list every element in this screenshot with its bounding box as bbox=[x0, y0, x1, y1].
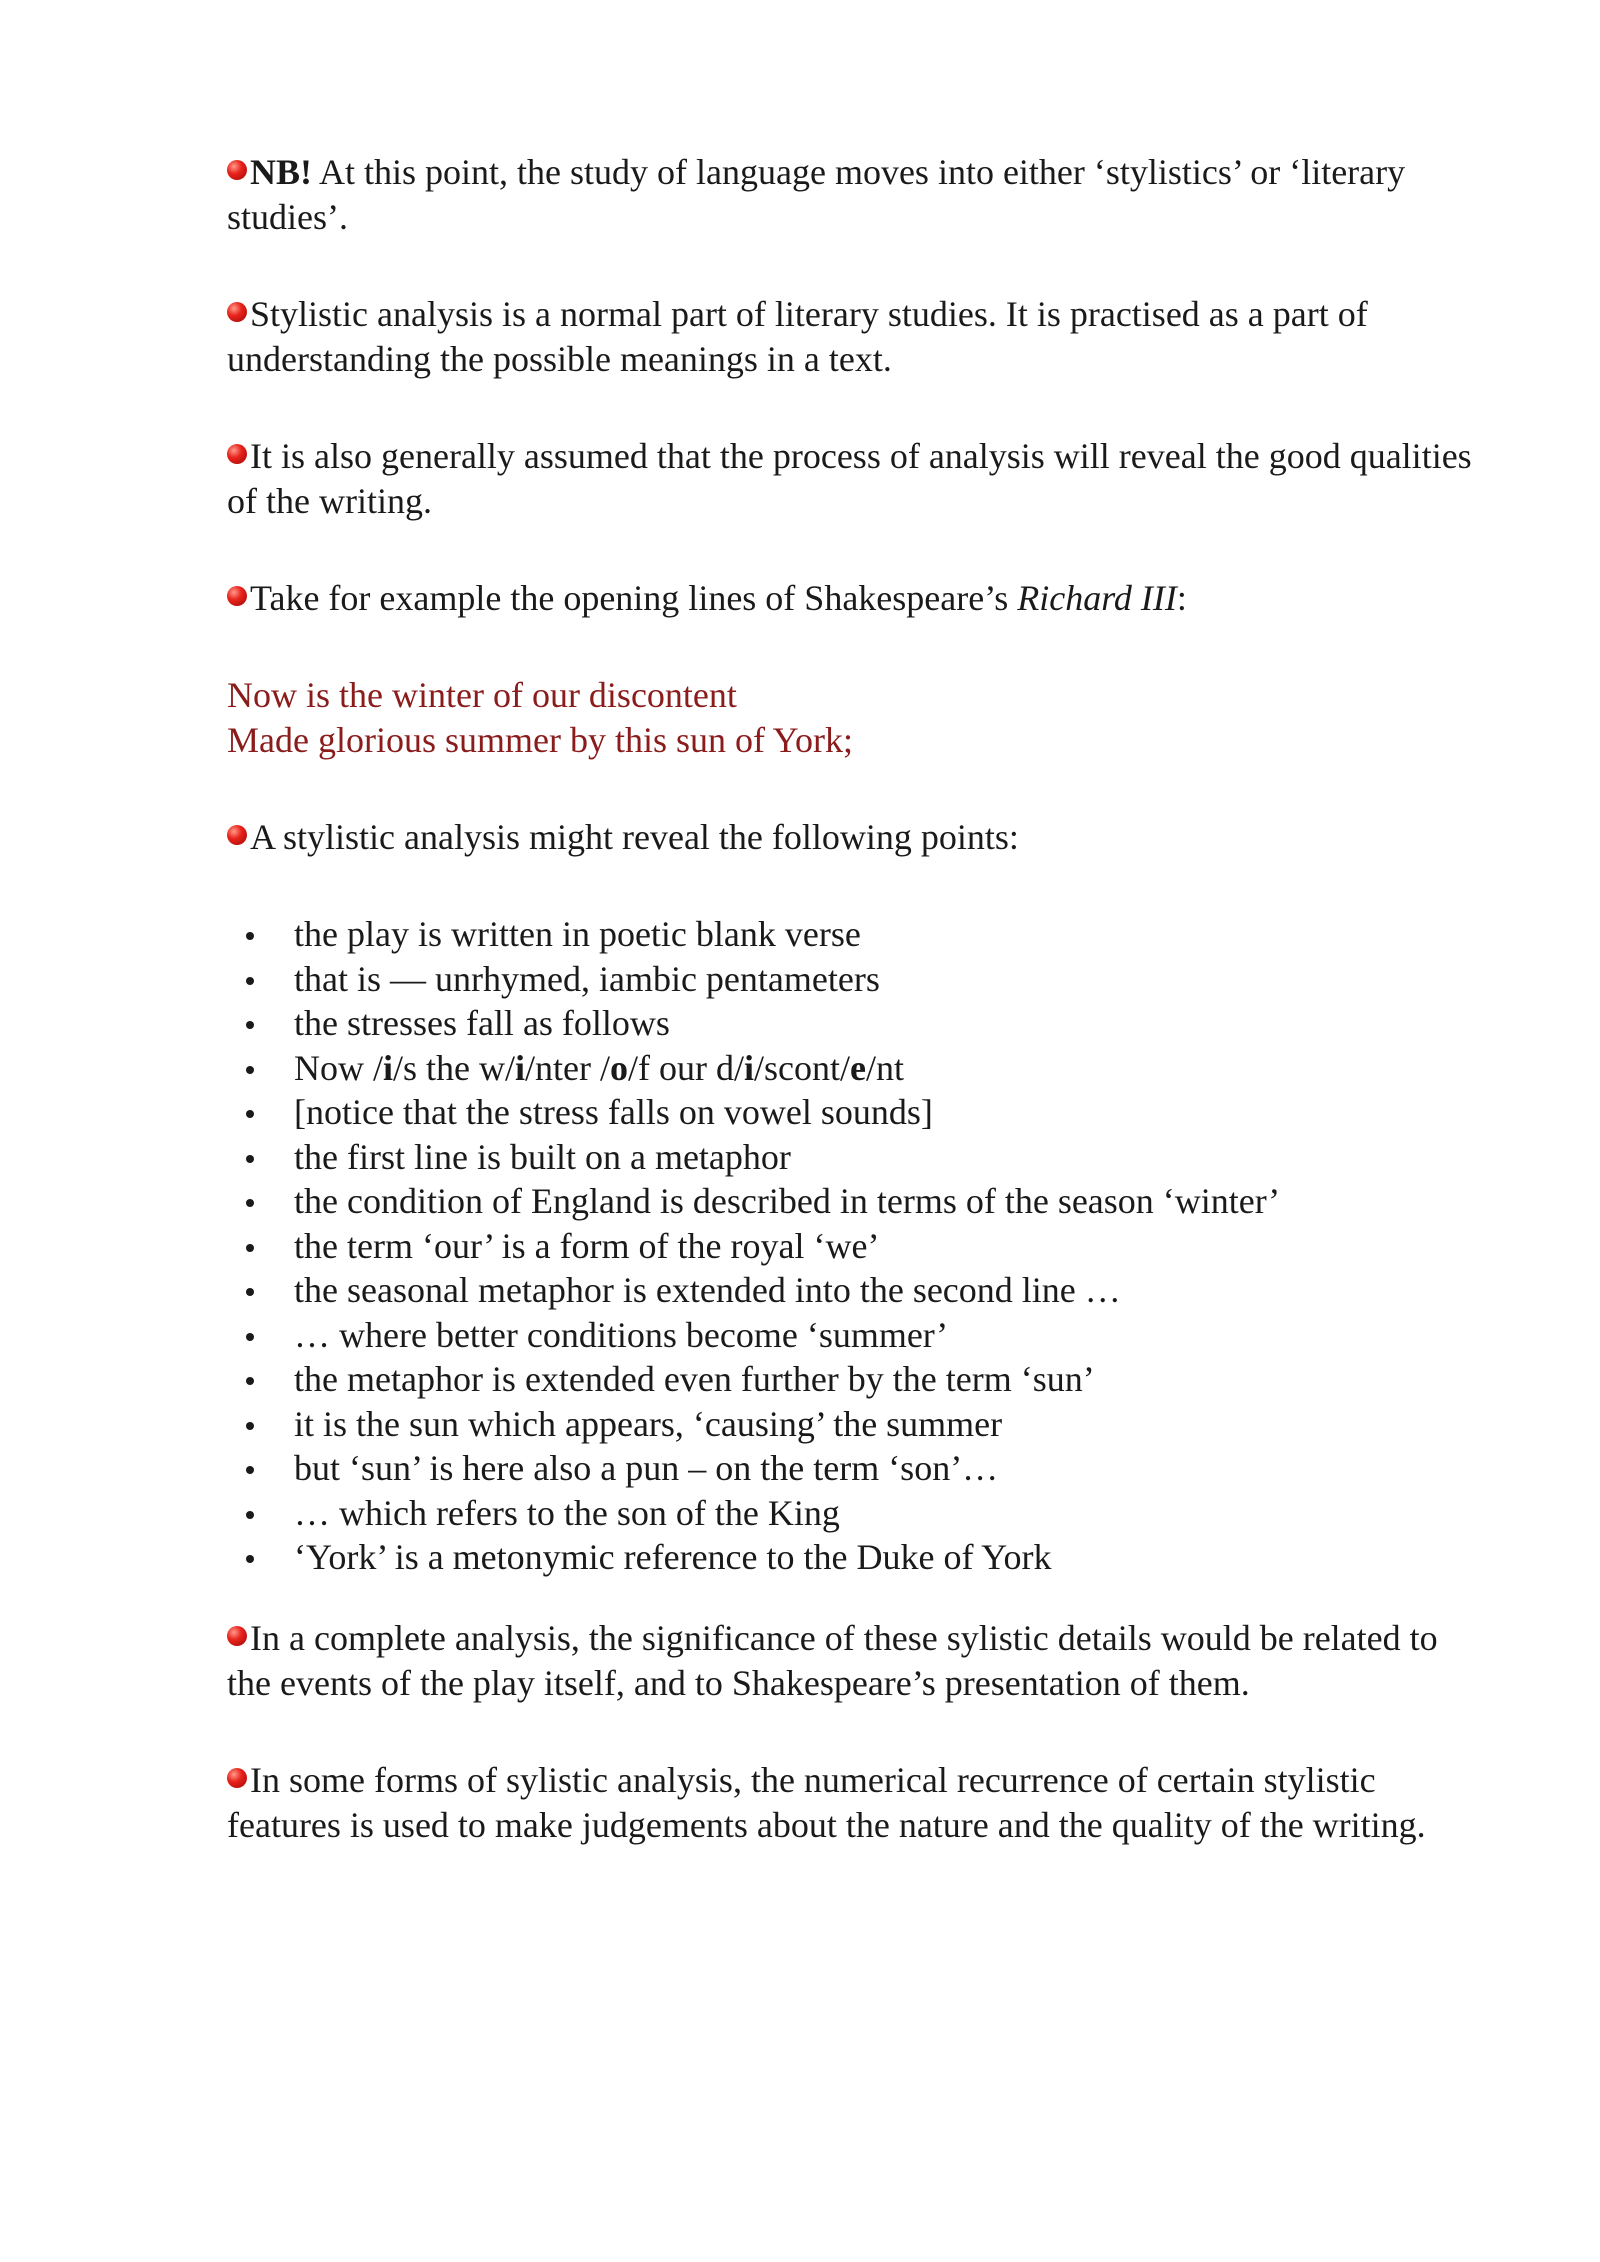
list-item bbox=[227, 1491, 1487, 1536]
list-item-text: the stresses fall as follows bbox=[294, 1003, 670, 1043]
paragraph-numerical-recurrence bbox=[227, 1758, 1487, 1848]
bullet-dot-icon bbox=[246, 1466, 254, 1474]
list-item-text: the metaphor is extended even further by the term ‘sun’ bbox=[294, 1359, 1095, 1399]
bullet-dot-icon bbox=[246, 1110, 254, 1118]
nb-label: NB! bbox=[250, 152, 312, 192]
list-item bbox=[227, 1001, 1487, 1046]
analysis-points-list bbox=[227, 912, 1487, 1580]
list-item-text: … where better conditions become ‘summer’ bbox=[294, 1314, 949, 1355]
red-ball-icon bbox=[227, 825, 247, 845]
paragraph-text: Stylistic analysis is a normal part of literary studies. It is practised as a part of understanding the possible meanings in a text. bbox=[227, 294, 1368, 379]
list-item bbox=[227, 1313, 1487, 1358]
paragraph-text: In some forms of sylistic analysis, the numerical recurrence of certain stylistic features is used to make judgements about the nature and the quality of the writing. bbox=[227, 1759, 1426, 1845]
list-item-text: Now / bbox=[294, 1047, 383, 1088]
bullet-dot-icon bbox=[246, 1066, 254, 1074]
stressed-vowel: e bbox=[850, 1047, 866, 1088]
paragraph-points-intro bbox=[227, 815, 1487, 860]
list-item bbox=[227, 912, 1487, 957]
list-item bbox=[227, 1446, 1487, 1491]
list-item-text: the term ‘our’ is a form of the royal ‘we’ bbox=[294, 1225, 880, 1266]
paragraph-text: It is also generally assumed that the process of analysis will reveal the good qualities of the writing. bbox=[227, 436, 1472, 521]
list-item-text: /nt bbox=[866, 1047, 905, 1088]
list-item-text: /f our d/ bbox=[628, 1047, 744, 1088]
red-ball-icon bbox=[227, 160, 247, 180]
red-ball-icon bbox=[227, 1768, 247, 1788]
list-item bbox=[227, 1357, 1487, 1402]
list-item-text: … which refers to the son of the King bbox=[294, 1492, 840, 1533]
list-item bbox=[227, 1402, 1487, 1447]
red-ball-icon bbox=[227, 302, 247, 322]
paragraph-text: At this point, the study of language moves into either ‘stylistics’ or ‘literary studies’. bbox=[227, 152, 1406, 237]
bullet-dot-icon bbox=[246, 1377, 254, 1385]
list-item-text: but ‘sun’ is here also a pun – on the term ‘son’… bbox=[294, 1448, 999, 1488]
list-item-text: the first line is built on a metaphor bbox=[294, 1136, 791, 1177]
list-item-text: /scont/ bbox=[754, 1047, 851, 1088]
paragraph-nb bbox=[227, 150, 1487, 240]
bullet-dot-icon bbox=[246, 1511, 254, 1519]
stressed-vowel: i bbox=[515, 1047, 526, 1088]
paragraph-text: A stylistic analysis might reveal the following points: bbox=[250, 817, 1019, 857]
bullet-dot-icon bbox=[246, 1422, 254, 1430]
paragraph-stylistic-analysis bbox=[227, 292, 1487, 382]
paragraph-text: In a complete analysis, the significance of these sylistic details would be related to the events of the play itself, and to Shakespeare’s presentation of them. bbox=[227, 1617, 1438, 1703]
play-title: Richard III bbox=[1017, 578, 1177, 618]
list-item-text: /nter / bbox=[525, 1047, 611, 1088]
list-item-text: it is the sun which appears, ‘causing’ the summer bbox=[294, 1403, 1003, 1444]
list-item bbox=[227, 1224, 1487, 1269]
list-item bbox=[227, 1046, 1487, 1091]
bullet-dot-icon bbox=[246, 1199, 254, 1207]
bullet-dot-icon bbox=[246, 1155, 254, 1163]
list-item-text: ‘York’ is a metonymic reference to the Duke of York bbox=[294, 1537, 1052, 1577]
red-ball-icon bbox=[227, 444, 247, 464]
list-item bbox=[227, 1268, 1487, 1313]
bullet-dot-icon bbox=[246, 977, 254, 985]
list-item-text: that is — unrhymed, iambic pentameters bbox=[294, 958, 880, 999]
bullet-dot-icon bbox=[246, 932, 254, 940]
verse-line-2: Made glorious summer by this sun of York; bbox=[227, 720, 854, 760]
bullet-dot-icon bbox=[246, 1288, 254, 1296]
bullet-dot-icon bbox=[246, 1333, 254, 1341]
stressed-vowel: o bbox=[610, 1047, 629, 1088]
list-item bbox=[227, 957, 1487, 1002]
paragraph-tail: : bbox=[1176, 578, 1187, 618]
red-ball-icon bbox=[227, 1626, 247, 1646]
list-item bbox=[227, 1135, 1487, 1180]
list-item bbox=[227, 1179, 1487, 1224]
paragraph-assumed bbox=[227, 434, 1487, 524]
bullet-dot-icon bbox=[246, 1244, 254, 1252]
stressed-vowel: i bbox=[744, 1047, 755, 1088]
list-item-text: the condition of England is described in terms of the season ‘winter’ bbox=[294, 1181, 1281, 1221]
stressed-vowel: i bbox=[383, 1047, 394, 1088]
list-item-text: the play is written in poetic blank verse bbox=[294, 914, 861, 954]
paragraph-example bbox=[227, 576, 1487, 621]
bullet-dot-icon bbox=[246, 1021, 254, 1029]
list-item-text: [notice that the stress falls on vowel sounds] bbox=[294, 1092, 933, 1132]
list-item-text: /s the w/ bbox=[393, 1047, 516, 1088]
bullet-dot-icon bbox=[246, 1555, 254, 1563]
document-page bbox=[227, 150, 1487, 1848]
list-item bbox=[227, 1535, 1487, 1580]
red-ball-icon bbox=[227, 586, 247, 606]
paragraph-text: Take for example the opening lines of Shakespeare’s bbox=[250, 578, 1018, 618]
verse-line-1: Now is the winter of our discontent bbox=[227, 675, 737, 715]
list-item-text: the seasonal metaphor is extended into the second line … bbox=[294, 1270, 1121, 1310]
list-item bbox=[227, 1090, 1487, 1135]
paragraph-complete-analysis bbox=[227, 1616, 1487, 1706]
